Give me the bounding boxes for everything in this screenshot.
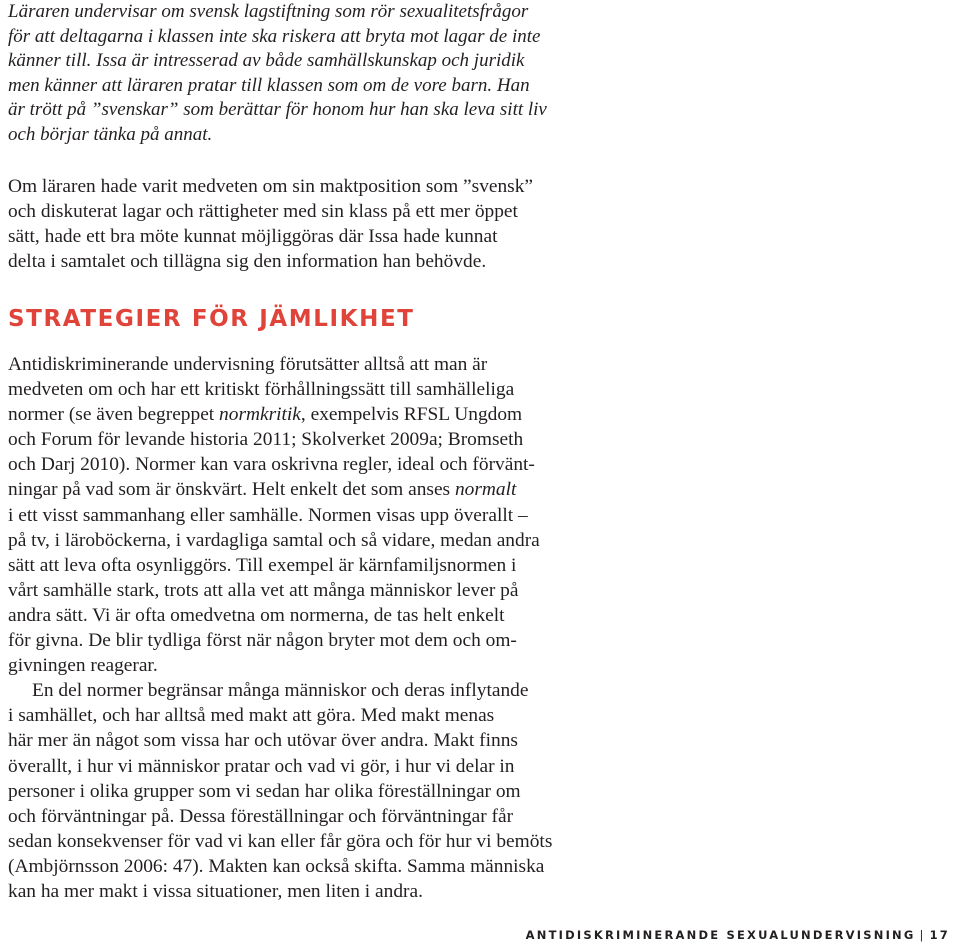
text-line: här mer än något som vissa har och utövar över andra. Makt finns bbox=[8, 730, 518, 752]
text-line: Antidiskriminerande undervisning förutsätter alltså att man är bbox=[8, 354, 488, 375]
text-line: överallt, i hur vi människor pratar och vad vi gör, i hur vi delar in bbox=[8, 755, 515, 777]
body-paragraph-2 bbox=[8, 678, 593, 904]
text-line: på tv, i läroböckerna, i vardagliga samtal och så vidare, medan andra bbox=[8, 529, 540, 551]
text-line: Om läraren hade varit medveten om sin maktposition som ”svensk” bbox=[8, 176, 534, 197]
footer-title: ANTIDISKRIMINERANDE SEXUALUNDERVISNING bbox=[525, 928, 916, 942]
italic-line: känner till. Issa är intresserad av både samhällskunskap och juridik bbox=[8, 50, 525, 72]
emphasized-term: normalt bbox=[454, 479, 517, 501]
text-line bbox=[8, 477, 593, 502]
text-line: och Darj 2010). Normer kan vara oskrivna regler, ideal och förvänt- bbox=[8, 454, 535, 476]
italic-line: men känner att läraren pratar till klassen som om de vore barn. Han bbox=[8, 74, 530, 96]
case-example-italic bbox=[8, 0, 593, 148]
text-line: och Forum för levande historia 2011; Skolverket 2009a; Bromseth bbox=[8, 429, 524, 451]
running-footer bbox=[526, 928, 950, 942]
body-paragraph-1 bbox=[8, 352, 593, 678]
section-heading: STRATEGIER FÖR JÄMLIKHET bbox=[8, 306, 415, 332]
reflection-paragraph bbox=[8, 174, 593, 274]
italic-line: för att deltagarna i klassen inte ska riskera att bryta mot lagar de inte bbox=[8, 25, 541, 47]
text-line: (Ambjörnsson 2006: 47). Makten kan också skifta. Samma människa bbox=[8, 855, 545, 877]
italic-line: är trött på ”svenskar” som berättar för honom hur han ska leva sitt liv bbox=[8, 99, 547, 121]
text-line: medveten om och har ett kritiskt förhållningssätt till samhälleliga bbox=[8, 379, 515, 401]
text-line: delta i samtalet och tillägna sig den information han behövde. bbox=[8, 251, 487, 273]
text-line: En del normer begränsar många människor och deras inflytande bbox=[32, 680, 529, 702]
text-line: och diskuterat lagar och rättigheter med sin klass på ett mer öppet bbox=[8, 201, 518, 223]
text-run: normer (se även begreppet bbox=[8, 404, 220, 426]
emphasized-term: normkritik bbox=[219, 404, 301, 426]
text-line: vårt samhälle stark, trots att alla vet att många människor lever på bbox=[8, 579, 519, 601]
footer-separator: | bbox=[919, 928, 926, 942]
text-run: , exempelvis RFSL Ungdom bbox=[300, 404, 523, 426]
text-line: andra sätt. Vi är ofta omedvetna om normerna, de tas helt enkelt bbox=[8, 604, 505, 626]
text-line: sedan konsekvenser för vad vi kan eller får göra och för hur vi bemöts bbox=[8, 830, 553, 852]
text-line bbox=[8, 402, 593, 427]
text-line: sätt, hade ett bra möte kunnat möjliggöras där Issa hade kunnat bbox=[8, 226, 498, 248]
text-line: för givna. De blir tydliga först när någon bryter mot dem och om- bbox=[8, 630, 517, 652]
text-line: givningen reagerar. bbox=[8, 655, 158, 677]
text-line: i ett visst sammanhang eller samhälle. Normen visas upp överallt – bbox=[8, 504, 528, 526]
text-line: sätt att leva ofta osynliggörs. Till exempel är kärnfamiljsnormen i bbox=[8, 554, 517, 576]
text-line: kan ha mer makt i vissa situationer, men liten i andra. bbox=[8, 880, 423, 902]
page-number: 17 bbox=[929, 928, 950, 942]
text-line: och förväntningar på. Dessa föreställningar och förväntningar får bbox=[8, 805, 514, 827]
italic-line: Läraren undervisar om svensk lagstiftning som rör sexualitetsfrågor bbox=[8, 1, 529, 22]
text-line: i samhället, och har alltså med makt att göra. Med makt menas bbox=[8, 705, 495, 727]
text-run: ningar på vad som är önskvärt. Helt enkelt det som anses bbox=[8, 479, 455, 501]
body-text bbox=[8, 352, 593, 904]
text-line: personer i olika grupper som vi sedan har olika föreställningar om bbox=[8, 780, 521, 802]
italic-line: och börjar tänka på annat. bbox=[8, 123, 213, 145]
